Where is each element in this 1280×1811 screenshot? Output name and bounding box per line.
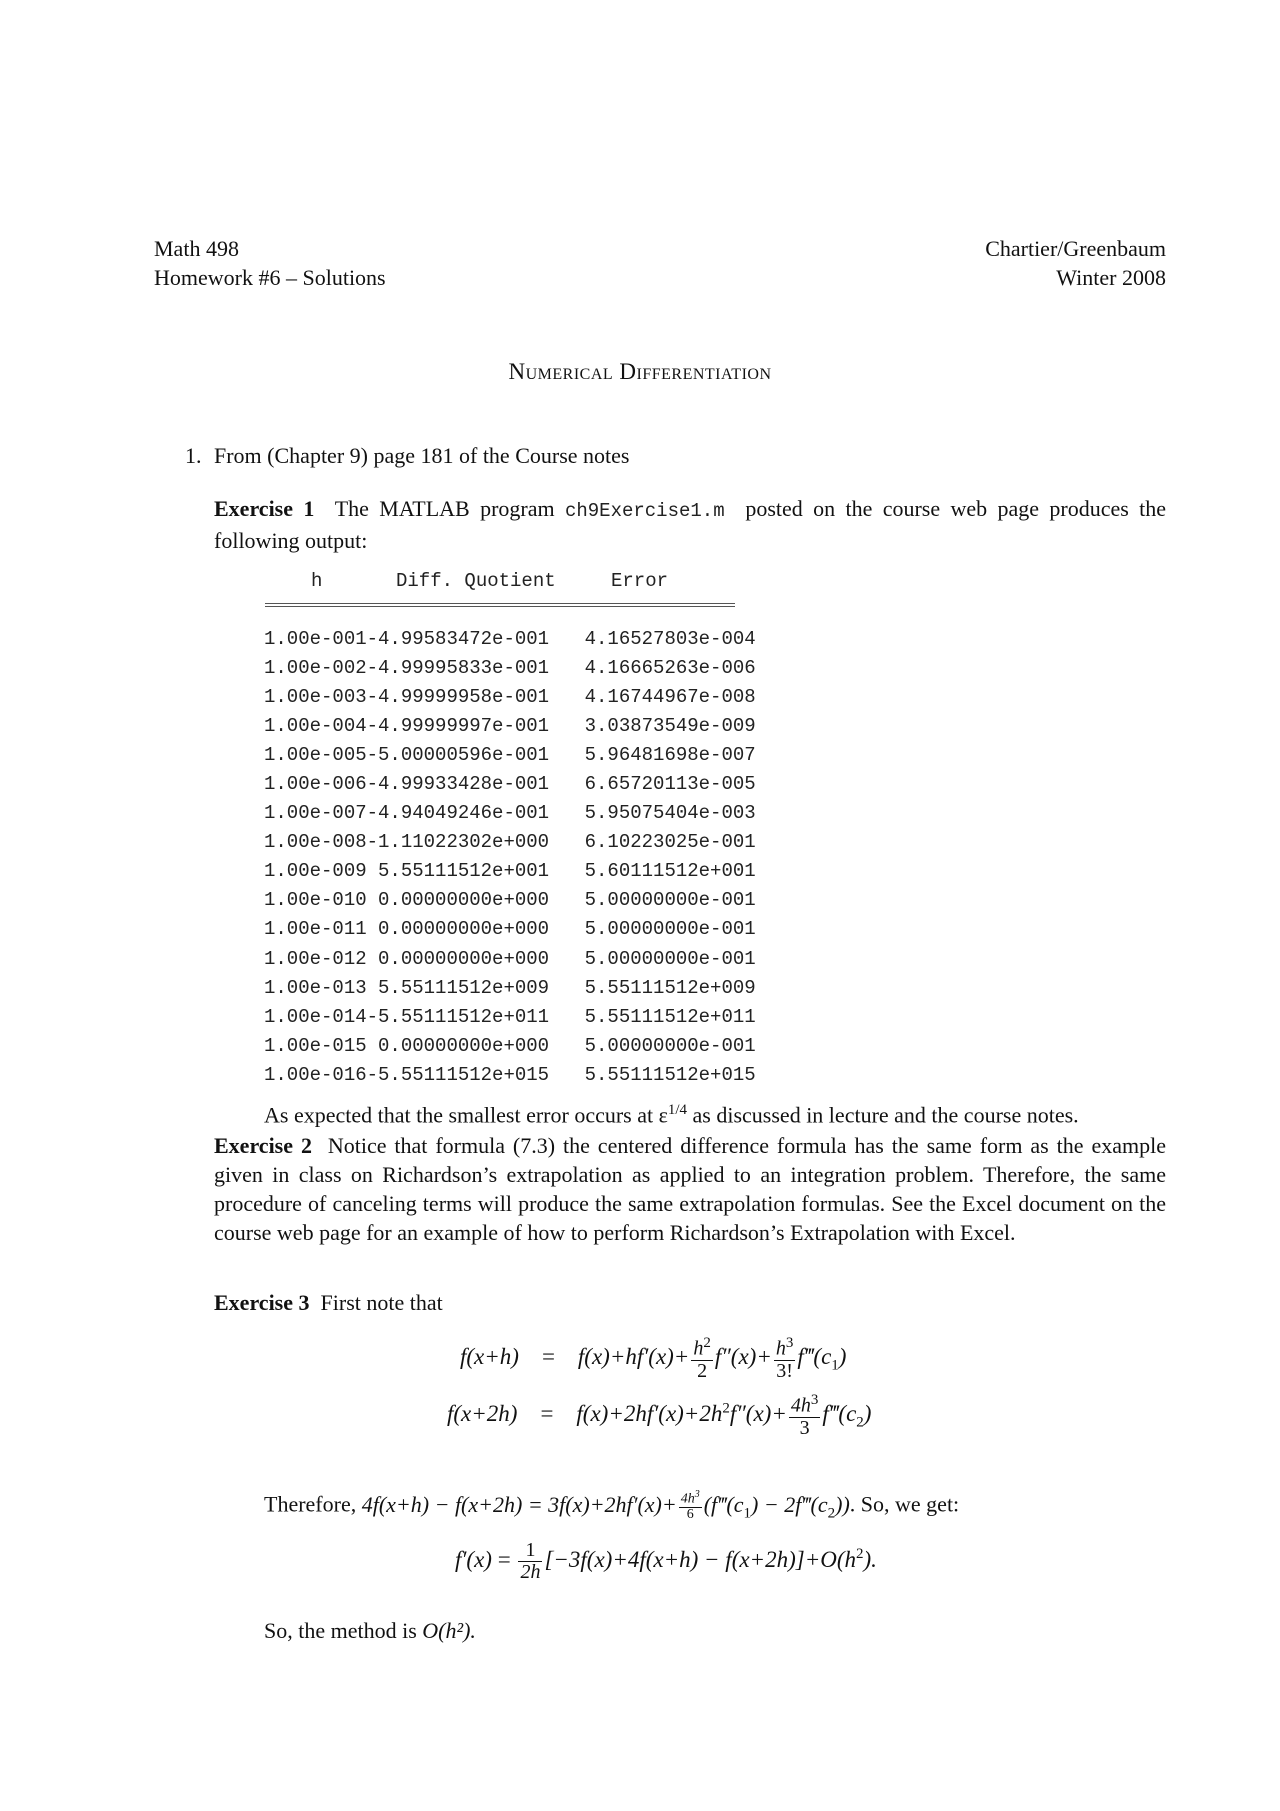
course-number: Math 498: [154, 236, 239, 261]
cell-diff-quotient: 0.00000000e+000: [366, 889, 550, 912]
cell-h: 1.00e-007: [264, 802, 367, 825]
exercise-3-conclusion: [264, 1618, 476, 1644]
cell-h: 1.00e-011: [264, 918, 367, 941]
cell-h: 1.00e-005: [264, 743, 367, 766]
authors: Chartier/Greenbaum: [985, 236, 1166, 261]
cell-diff-quotient: -5.55111512e+015: [366, 1063, 550, 1086]
table-row: [264, 973, 785, 1002]
cell-error: 5.00000000e-001: [584, 1034, 756, 1057]
table-header-h: h: [311, 570, 323, 592]
exercise-1-text-after: posted on the course web page produces the following output:: [214, 496, 1167, 553]
cell-diff-quotient: -5.00000596e-001: [366, 743, 550, 766]
cell-diff-quotient: -4.99999958e-001: [366, 685, 550, 708]
cell-error: 5.00000000e-001: [584, 947, 756, 970]
cell-error: 5.96481698e-007: [584, 743, 756, 766]
table-row: [264, 682, 785, 711]
therefore-equation: 4f(x+h) − f(x+2h) = 3f(x)+2hf′(x)+ $\frac{4h^3}{6}$ ($f‴(c_1)$ − $2f‴(c_2)$): [361, 1489, 850, 1523]
table-header-diff-quotient: Diff. Quotient: [396, 570, 556, 592]
table-row: [264, 1002, 785, 1031]
cell-diff-quotient: 0.00000000e+000: [366, 947, 550, 970]
table-row: [264, 653, 785, 682]
cell-diff-quotient: -4.99995833e-001: [366, 656, 550, 679]
cell-error: 6.65720113e-005: [584, 773, 756, 796]
cell-diff-quotient: -4.94049246e-001: [366, 802, 550, 825]
table-row: [264, 915, 785, 944]
cell-error: 5.55111512e+015: [584, 1063, 756, 1086]
cell-h: 1.00e-013: [264, 976, 367, 999]
cell-h: 1.00e-012: [264, 947, 367, 970]
program-name: ch9Exercise1.m: [564, 500, 725, 522]
cell-error: 4.16665263e-006: [584, 656, 756, 679]
cell-diff-quotient: -1.11022302e+000: [366, 831, 550, 854]
cell-error: 5.00000000e-001: [584, 918, 756, 941]
cell-diff-quotient: -4.99583472e-001: [366, 627, 550, 650]
table-header-rule: [265, 603, 735, 607]
therefore-word: Therefore,: [264, 1491, 357, 1517]
exercise-1-text-before: The MATLAB program: [334, 496, 555, 521]
term: Winter 2008: [1056, 265, 1166, 290]
cell-h: 1.00e-002: [264, 656, 367, 679]
exercise-1-conclusion: [264, 1102, 1079, 1128]
cell-error: 5.00000000e-001: [584, 889, 756, 912]
table-row: [264, 711, 785, 740]
cell-error: 3.03873549e-009: [584, 714, 756, 737]
equation-1: f(x+h) = f(x)+hf′(x)+ $\frac{h^2}{2}$ f″(x)+ $\frac{h^3}{3!}$ $f‴(c_1)$: [460, 1335, 847, 1382]
table-row: [264, 799, 785, 828]
exercise-3-intro-text: First note that: [320, 1290, 443, 1315]
table-row: [264, 886, 785, 915]
page-title: Numerical Differentiation: [508, 359, 772, 384]
cell-diff-quotient: -4.99999997e-001: [366, 714, 550, 737]
table-row: [264, 1031, 785, 1060]
cell-error: 5.60111512e+001: [584, 860, 756, 883]
exercise-3-label: Exercise 3: [214, 1290, 310, 1315]
conclusion-exponent: 1/4: [667, 1102, 688, 1118]
cell-h: 1.00e-001: [264, 627, 367, 650]
exercise-1-label: Exercise 1: [214, 496, 315, 521]
exercise-3-intro: [214, 1290, 443, 1316]
cell-h: 1.00e-003: [264, 685, 367, 708]
cell-h: 1.00e-015: [264, 1034, 367, 1057]
table-header-error: Error: [611, 570, 669, 592]
exercise-2-text: Notice that formula (7.3) the centered difference formula has the same form as the example given in class on Richardson’s extrapolation as applied to an integration problem. Therefore, the same procedure of canceling terms will produce the same extrapolation formulas. See the Excel document on the course web page for an example of how to perform Richardson’s Extrapolation with Excel.: [214, 1133, 1166, 1245]
table-row: [264, 1060, 785, 1089]
cell-error: 5.95075404e-003: [584, 802, 756, 825]
cell-diff-quotient: 0.00000000e+000: [366, 918, 550, 941]
table-row: [264, 740, 785, 769]
table-row: [264, 857, 785, 886]
cell-h: 1.00e-008: [264, 831, 367, 854]
equation-2: f(x+2h) = $f(x)+2hf'(x)+2h^2f''(x)+$ $\frac{4h^3}{3}$ $f‴(c_2)$: [447, 1392, 872, 1439]
cell-error: 6.10223025e-001: [584, 831, 756, 854]
exercise-2-label: Exercise 2: [214, 1133, 312, 1158]
table-row: [264, 944, 785, 973]
cell-error: 4.16527803e-004: [584, 627, 756, 650]
exercise-2-paragraph: [214, 1131, 1166, 1247]
cell-h: 1.00e-016: [264, 1063, 367, 1086]
exercise-1-paragraph: [214, 494, 1166, 555]
cell-error: 4.16744967e-008: [584, 685, 756, 708]
cell-h: 1.00e-009: [264, 860, 367, 883]
conclusion-order: O(h²).: [422, 1618, 476, 1643]
final-formula: f′(x) = $\frac{1}{2h}$ $[-3f(x)+4f(x+h) - f(x+2h)]+O(h^2)$.: [455, 1539, 877, 1583]
cell-diff-quotient: 5.55111512e+001: [366, 860, 550, 883]
so-we-get: . So, we get:: [849, 1491, 960, 1517]
cell-error: 5.55111512e+011: [584, 1005, 756, 1028]
therefore-line: [264, 1490, 959, 1523]
cell-diff-quotient: 5.55111512e+009: [366, 976, 550, 999]
table-row: [264, 828, 785, 857]
problem-number: 1.: [185, 443, 202, 468]
problem-text: From (Chapter 9) page 181 of the Course notes: [214, 443, 630, 468]
cell-diff-quotient: -5.55111512e+011: [366, 1005, 550, 1028]
assignment-title: Homework #6 – Solutions: [154, 265, 386, 290]
cell-error: 5.55111512e+009: [584, 976, 756, 999]
cell-h: 1.00e-004: [264, 714, 367, 737]
output-table: [264, 624, 785, 1090]
conclusion-text-before: As expected that the smallest error occurs at ε: [264, 1102, 668, 1128]
conclusion-text-after: as discussed in lecture and the course notes.: [692, 1102, 1079, 1128]
cell-h: 1.00e-014: [264, 1005, 367, 1028]
cell-diff-quotient: -4.99933428e-001: [366, 773, 550, 796]
table-row: [264, 624, 785, 653]
conclusion-prefix: So, the method is: [264, 1618, 417, 1643]
cell-diff-quotient: 0.00000000e+000: [366, 1034, 550, 1057]
cell-h: 1.00e-010: [264, 889, 367, 912]
table-row: [264, 769, 785, 798]
cell-h: 1.00e-006: [264, 773, 367, 796]
